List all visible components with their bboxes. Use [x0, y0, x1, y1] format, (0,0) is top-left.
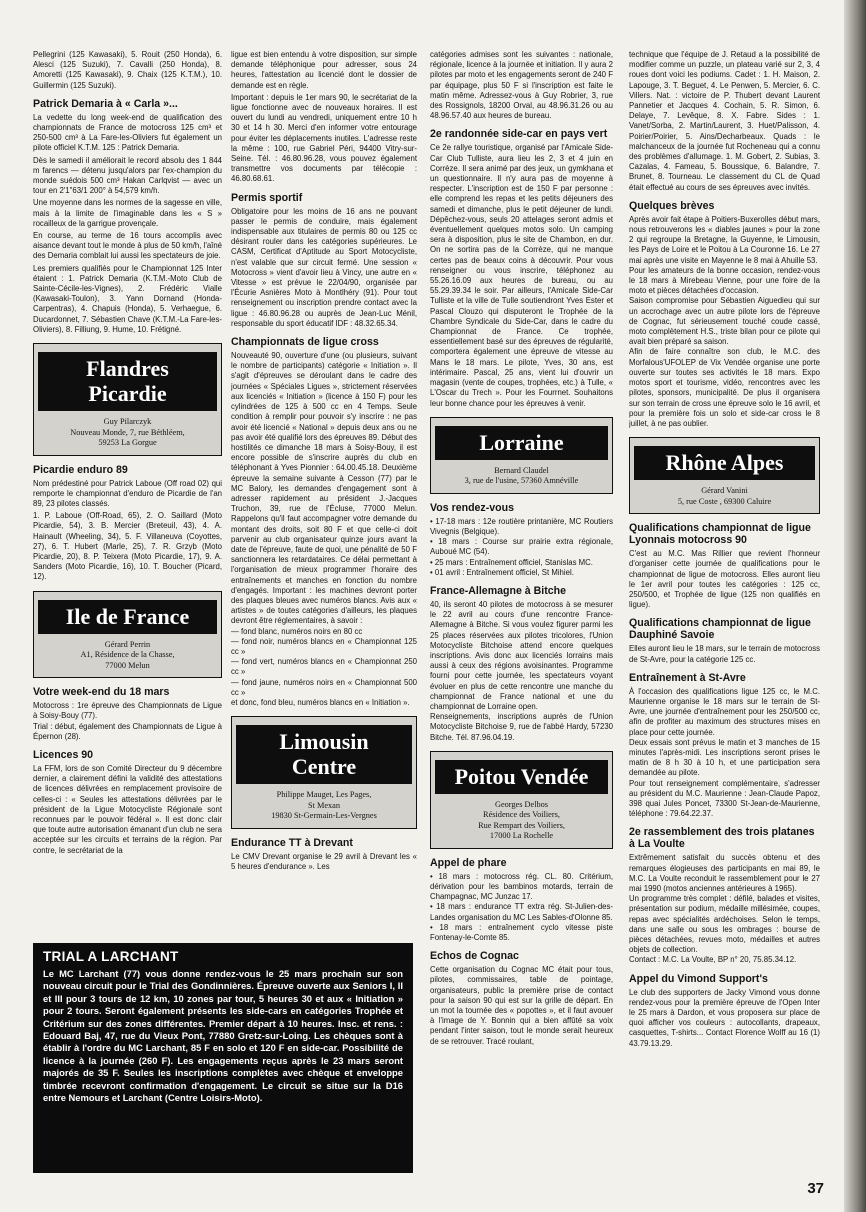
article-paragraph: Obligatoire pour les moins de 16 ans ne pouvant passer le permis de conduire, mais également indispensable aux titulaires de permis 80 ou 125 cc désirant rouler dans les catégories supérieures. Le CASM, Certificat d'Aptitude au Sport Motocycliste, n'est valable que sur circuit fermé. Une session « Motocross » vient d'avoir lieu à Vincy, une autre en « Vitesse » est prévue le 22/04/90, organisée par l'Écurie Asnières Moto à Montlhéry (91). Pour tout renseignement ou inscription prendre contact avec la ligue : 46.80.96.28 ou auprès de Jean-Luc Ménil, responsable du sport éducatif IDF : 48.32.65.34. [231, 206, 417, 328]
region-contact-card [430, 751, 613, 849]
region-name: Limousin [279, 729, 369, 755]
article-heading: Appel de phare [430, 856, 507, 869]
region-correspondent-address: Bernard Claudel 3, rue de l'usine, 57360 Amnéville [464, 465, 579, 486]
article-paragraph: Une moyenne dans les normes de la sagesse en ville, mais à la limite de l'imaginable dans les « S » rocailleux de la garrigue provençale. [33, 198, 222, 228]
article-paragraph: La vedette du long week-end de qualification des championnats de France de motocross 125 cm³ et 250-500 cm³ à La Fare-les-Oliviers fut également un pilote officiel K.T.M. 125 : Patrick Demaria. [33, 112, 222, 153]
region-title-bar [435, 760, 608, 794]
article-paragraph: Après avoir fait étape à Poitiers-Buxerolles début mars, nous retrouverons les « diables jaunes » pour la zone 2 qui regroupe la Bretagne, la Guyenne, le Limousin, les Pays de Loire et le Poitou à La Couronne 16. Le 27 mai après une visite en Mayenne le 8 mai à Ahuille 53. Pour les amateurs de la bonne occasion, rendez-vous le 18 mars à Mirebeau Vienne, pour une foire de la moto et pièces détachées d'occasion. Saison compromise pour Sébastien Aiguedieu qui sur un accrochage avec un autre pilote lors de l'épreuve de Cognac, fut sérieusement touché coude cassé, moto complètement H.S., triste bilan pour ce pilote qui avait bien préparé sa saison. Afin de faire connaître son club, le M.C. des Morfalous'UFOLEP de Vix Vendée organise une porte ouverte sur toutes ses activités le 18 mars. Expo motos sport et tourisme, vidéo, rencontres avec les pilotes, sponsors, municipalité. De plus il organisera sur son terrain de cross une épreuve solo le 16 avril, et pour la première fois un solo et side-car cross le 8 juillet, à ne pas oublier. [629, 214, 820, 428]
article-paragraph: 40, ils seront 40 pilotes de motocross à se mesurer le 22 avril au cours d'une rencontre France-Allemagne à Bitche. Si vous voulez figurer parmi les 25 places réservées aux pilotes tricolores, l'Union Motocycliste Bitchoise attend encore quelques inscriptions. Avis donc aux licenciés lorrains mais aussi à ceux des régions avoisinantes. Programme fourni pour cette journée, les spectateurs voyant évoluer en plus de cette rencontre une manche du championnat de France national et une du championnat de Lorraine open. Renseignements, inscriptions auprès de l'Union Motocycliste Bitchoise 9, rue de l'abbé Hardy, 57230 Bitche. Tél. 87.96.04.19. [430, 599, 613, 742]
region-box [33, 591, 222, 679]
article-heading: Licences 90 [33, 748, 94, 761]
article-heading: Appel du Vimond Support's [629, 972, 768, 985]
region-title-bar [38, 352, 217, 411]
region-contact-card [33, 591, 222, 679]
column-1 [33, 50, 222, 940]
region-title-bar [38, 600, 217, 634]
region-box [430, 417, 613, 494]
article-paragraph: catégories admises sont les suivantes : nationale, régionale, licence à la journée et initiation. Il y aura 2 pilotes par moto et les engagements seront de 240 F par équipage, plus 50 F si l'inscription est faite le matin même. Adressez-vous à Guy Robrier, 3, rue des Rossignols, 18200 Orval, au 48.96.31.26 ou au 48.96.57.40 aux heures de bureau. [430, 50, 613, 121]
trial-larchant-box [33, 943, 413, 1173]
column-4 [629, 50, 820, 1200]
article-paragraph: En course, au terme de 16 tours accomplis avec aisance devant tout le monde à plus de 50 km/h, l'aîné des Demaria comblait lui aussi les spectateurs de joie. [33, 231, 222, 261]
article-paragraph: Dès le samedi il améliorait le record absolu des 1 844 m farencs — détenu jusqu'alors par l'ex-champion du monde suédois 500 cm³ Hakan Carlqvist — avec un tour en 2'1"63/1 200° à 54,579 km/h. [33, 155, 222, 196]
article-paragraph: Nom prédestiné pour Patrick Laboue (Off road 02) qui remporte le championnat d'enduro de Picardie de l'an 89, 23 pilotes classés. [33, 478, 222, 508]
article-paragraph: technique que l'équipe de J. Retaud a la possibilité de modifier comme un puzzle, un plateau varié sur 2, 3, 4 roues dont voici les podiums. Cadet : 1. H. Maison, 2. Lapouge, 3. T. Beguet, 4. Le Penwen, 5. Mercier, 6. C. Villers. Nat. : victoire de P. Thubert devant Laurent Pannetier et Jacques 4. Cochain, 5. R. Simon, 6. Delaye, 7. Levêque, 8. X. Fabre. Sides : 1. Vanet/Sorba, 2. Martin/Laurent, 3. Huet/Palisson, 4. Poirier/Poirier, 5. Ains/Decharbeaux. Quads : le malchanceux de la journée fut Rocheneau qui a connu des problèmes d'allumage. 1. M. Gobert, 2. Subias, 3. Cazalas, 4. Fameau, 5. Boussique, 6. Balandre, 7. Brunet, 8. Tourneau. Le classement du CL de Quad était effectué au cours de ses épreuves avec invités. [629, 50, 820, 192]
region-name: Flandres [86, 356, 169, 382]
region-contact-card [33, 343, 222, 456]
article-heading: France-Allemagne à Bitche [430, 584, 566, 597]
article-heading: Picardie enduro 89 [33, 463, 128, 476]
article-paragraph: Nouveauté 90, ouverture d'une (ou plusieurs, suivant le nombre de participants) catégorie « Initiation ». Il s'agit d'épreuves se déroulant dans le cadre des journées « Spéciales Ligues », strictement réservées aux licenciés « Initiation » (licence à 150 F) pour les cylindrées de 125 à 500 cc en 4 Temps. Seule condition à remplir pour pouvoir s'y inscrire : ne pas avoir été licencié « National » depuis deux ans ou ne pas avoir été qualifié lors des épreuves 89. Début des hostilités ce dimanche 18 mars à Soisy-Bouy, il est encore possible de s'inscrire auprès du club en téléphonant à Yves Pionnier : 64.00.45.18. Deuxième épreuve la semaine suivante à Cesson (77) par le MC Balory, les demandes d'engagement sont à adresser rapidement au président J.-Jacques Truchon, 39, rue de l'Écluse, 77000 Melun. Rappelons qu'il faut accompagner votre demande du montant des droits, soit 80 F et que celle-ci doit parvenir au club organisateur quinze jours avant la date de l'épreuve, faute de quoi, une pénalité de 50 F sanctionnera les retardataires. Ce délai permettant à l'organisation de mieux programmer l'horaire des entraînements et manches en fonction du nombre d'engagés. Important : les machines devront porter des plaques bleues avec numéros blancs. Avis aux « artistes » de toutes catégories d'ailleurs, les plaques devront être réglementaires, à savoir : — fond blanc, numéros noirs en 80 cc — fond noir, numéros blancs en « Championnat 125 cc » — fond vert, numéros blancs en « Championnat 250 cc » — fond jaune, numéros noirs en « Championnat 500 cc » et donc, fond bleu, numéros blancs en « Initiation ». [231, 351, 417, 707]
region-correspondent-address: Georges Delbos Résidence des Voiliers, Rue Rempart des Voiliers, 17000 La Rochelle [478, 799, 565, 841]
column-3 [430, 50, 613, 1200]
region-name: Picardie [88, 381, 167, 407]
article-paragraph: • 17-18 mars : 12e routière printanière, MC Routiers Vivegnis (Belgique). • 18 mars : Course sur prairie extra régionale, Auboué MC (54). • 25 mars : Entraînement officiel, Stanislas MC. • 01 avril : Entraînement officiel, St Mihiel. [430, 516, 613, 577]
article-heading: 2e randonnée side-car en pays vert [430, 128, 608, 141]
article-paragraph: 1. P. Laboue (Off-Road, 65), 2. O. Saillard (Moto Picardie, 54), 3. B. Mercier (Breteuil, 43), 4. A. Hainault (Wheeling, 34), 5. F. Villaneuva (Coyottes, 27), 6. T. Hubert (Marle, 25), 7. R. Grzyb (Moto Picardie, 20), 8. P. Teixera (Moto Picardie, 17), 9. A. Sanders (Moto Picardie, 16), 10. T. Boucher (Picard, 12). [33, 511, 222, 582]
trial-title: TRIAL A LARCHANT [43, 949, 179, 964]
region-name: Lorraine [479, 429, 564, 455]
region-title-bar [634, 446, 815, 480]
region-title-bar [435, 426, 608, 460]
region-contact-card [629, 437, 820, 514]
article-paragraph: Le CMV Drevant organise le 29 avril à Drevant les « 5 heures d'endurance ». Les [231, 851, 417, 871]
article-paragraph: La FFM, lors de son Comité Directeur du 9 décembre dernier, a clairement défini la validité des attestations de licences délivrées en remplacement provisoire de celles-ci : « Seules les attestations délivrées par le président de la Ligue Motocycliste Régionale sont reconnues par le pouvoir fédéral ». Il est donc clair que toute autre autorisation émanant d'un club ne sera acceptée sur les circuits et terrains de la région. Par contre, le secrétariat de la [33, 763, 222, 855]
article-heading: Echos de Cognac [430, 950, 519, 963]
article-paragraph: • 18 mars : motocross rég. CL. 80. Critérium, dérivation pour les bambinos motards, terrain de Champagnac, MC Junzac 17. • 18 mars : endurance TT extra rég. St-Julien-des-Landes organisation du MC Les Sables-d'Olonne 85. • 18 mars : entraînement cyclo vitesse piste Fontenay-le-Comte 85. [430, 871, 613, 942]
article-paragraph: Pellegrini (125 Kawasaki), 5. Rouit (250 Honda), 6. Alesci (125 Suzuki), 7. Cavalli (250 Honda), 8. Amoretti (125 Kawasaki), 9. Chaix (125 K.T.M.), 10. Guillermin (125 Suzuki). [33, 50, 222, 90]
article-paragraph: Important : depuis le 1er mars 90, le secrétariat de la ligue fonctionne avec de nouveaux horaires. Il est ouvert du lundi au vendredi, uniquement entre 10 h 30 et 14 h 30. Merci d'en informer votre entourage pour éviter les déplacements inutiles. L'adresse reste la même : 100, rue Gabriel Péri, 94400 Vitry-sur-Seine. Tél. : 46.80.96.28, vous pouvez également transmettre vos documents par télécopie : 46.80.68.61. [231, 92, 417, 184]
article-heading: Votre week-end du 18 mars [33, 686, 170, 699]
article-heading: Qualifications championnat de ligue Lyonnais motocross 90 [629, 522, 811, 547]
article-heading: 2e rassemblement des trois platanes à La Voulte [629, 826, 815, 851]
region-correspondent-address: Gérard Perrin A1, Résidence de la Chasse, 77000 Melun [80, 639, 175, 670]
article-paragraph: Extrêmement satisfait du succès obtenu et des remarques élogieuses des participants en mai 89, le M.C. La Voulte reconduit le rassemblement pour le 27 mai 1990 (motos anciennes antérieures à 1965). Un programme très complet : défilé, balades et visites, présentation sur podium, médaille millésimée, coupes, repas avec spécialités ardéchoises. Selon le temps, dans une salle ou sous les ombrages : bourse de pièces détachées, revues moto, médailles et autres objets de collection. Contact : M.C. La Voulte, BP n° 20, 75.85.34.12. [629, 853, 820, 965]
region-title-bar [236, 725, 412, 784]
region-correspondent-address: Gérard Vanini 5, rue Coste , 69300 Caluire [677, 486, 772, 506]
article-paragraph: C'est au M.C. Mas Rillier que revient l'honneur d'organiser cette journée de qualifications pour le championnat de ligue de motocross. Elles auront lieu le 1er avril pour toutes les catégories : 125 cc, 250/500, et Trophée de ligue (125 non qualifiés en ligue). [629, 549, 820, 610]
page-binding-shadow [844, 0, 866, 1212]
article-paragraph: ligue est bien entendu à votre disposition, sur simple demande téléphonique pour adresser, sous 24 heures, l'attestation au licencié dont le dossier de demande est en règle. [231, 50, 417, 90]
region-contact-card [430, 417, 613, 494]
trial-text: Le MC Larchant (77) vous donne rendez-vous le 25 mars prochain sur son nouveau circuit pour le Trial des Gondinnières. Épreuve ouverte aux Seniors I, II et III pour 3 tours de 12 km, 10 zones par tour, 5 heures 30 et aux « Initiation » pour 2 tours. Seront également présents les side-cars en catégories Trophée et Critérium sur des zones différentes. Premier départ à 10 heures. Insc. et rens. : Edouard Baj, 47, rue du Vieux Pont, 77880 Gretz-sur-Loing. Les chèques sont à établir à l'ordre du MC Larchant, 85 F en solo et 120 F en side-car. Possibilité de licence à la journée (260 F). Les engagements reçus après le 23 mars seront majorés de 35 F. Seules les inscriptions complètes avec chèque et enveloppe timbrée recevront confirmation d'engagement. Le circuit se situe sur la D16 entre Nemours et Larchant (Centre Loisirs-Moto). [43, 968, 403, 1104]
article-paragraph: À l'occasion des qualifications ligue 125 cc, le M.C. Maurienne organise le 18 mars sur le terrain de St-Avre, une journée d'entraînement pour les 250/500 cc, afin de profiter au maximum des structures mises en place pour cette journée. Deux essais sont prévus le matin et 3 manches de 15 minutes l'après-midi. Les inscriptions seront prises le matin de 8 h 30 à 10 h, et une participation sera demandée au pilote. Pour tout renseignement complémentaire, s'adresser au président du M.C. Maurienne : Jean-Claude Papoz, 398 quai Jules Poncet, 73300 St-Jean-de-Maurienne, téléphone : 79.64.22.37. [629, 686, 820, 819]
region-box [430, 751, 613, 849]
article-heading: Endurance TT à Drevant [231, 836, 353, 849]
region-name: Centre [291, 754, 357, 780]
article-paragraph: Cette organisation du Cognac MC était pour tous, pilotes, commissaires, table de pointage, organisateurs, public la première prise de contact pour la saison 90 qui est sur la grille de départ. En un mot la tournée des « popottes », et il faut avouer à l'image de Y. Bonnin qui a bien affûté sa voix pendant l'inter saison, tout le monde serait heureux de se retrouver. Tracé roulant, [430, 965, 613, 1046]
article-paragraph: Les premiers qualifiés pour le Championnat 125 Inter étaient : 1. Patrick Demaria (K.T.M.-Moto Club de Sainte-Cécile-les-Vignes), 2. Frédéric Vialle (Kawasaki-Toulon), 3. Yann Dornand (Honda-Carpentras), 4. Chapuis (Honda), 5. Verhaegue, 6. Ducardonnet, 7. Sébastien Chave (K.T.M.-La Fare-les-Oliviers), 8. Filliung, 9. Hume, 10. Frétigné. [33, 263, 222, 334]
article-paragraph: Ce 2e rallye touristique, organisé par l'Amicale Side-Car Club Tulliste, aura lieu les 2, 3 et 4 juin en Corrèze. Il sera animé par des jeux, un gymkhana et un questionnaire. Il n'y aura pas de moyenne à respecter. L'inscription est de 150 F par personne : elle comprend les repas et les petits déjeuners des samedi et dimanche, plus le petit déjeuner de lundi. Dépêchez-vous, seuls 20 attelages seront admis et éventuellement quelques motos solo. Un camping sera à disposition, plus le site de Chambon, en dur. On ne sortira pas de la Corrèze, qui ne manque certes pas de beaux coins à découvrir. Pour vous renseigner ou vous inscrire, téléphonez au 55.26.16.09 aux heures de bureau, ou au 55.29.39.34 le soir. Par ailleurs, l'Amicale Side-Car Tulliste et la ville de Tulle soutiendront Yves Ester et Pascal Clouzo qui disputeront le Trophée de la Chambre Syndicale du Side-Car, dans le cadre du Championnat de France. Ce trophée, essentiellement basé sur des épreuves de régularité, comportera également une épreuve de vitesse au Mans le 18 mars. Le pilote, Yves, 30 ans, est intérimaire. Pascal, 25 ans, vient lui d'ouvrir un magasin (vente de coupes, trophées, etc.) à Tulle, « L'Oscar du Trech ». Pour les Fourrnet. Souhaitons leur bonne chance pour les épreuves à venir. [430, 143, 613, 408]
article-heading: Permis sportif [231, 191, 303, 204]
article-heading: Vos rendez-vous [430, 501, 514, 514]
article-paragraph: Le club des supporters de Jacky Vimond vous donne rendez-vous pour la première épreuve de l'Open Inter le 25 mars à Dardon, et vous proposera sur place de quoi afficher vos couleurs : autocollants, drapeaux, casquettes, T-shirts... Contact Florence Wolff au 16 (1) 43.79.13.29. [629, 987, 820, 1048]
article-heading: Quelques brèves [629, 199, 715, 212]
article-heading: Championnats de ligue cross [231, 336, 379, 349]
region-name: Poitou Vendée [454, 763, 589, 789]
article-heading: Qualifications championnat de ligue Dauphiné Savoie [629, 617, 811, 642]
region-name: Ile de France [65, 603, 190, 629]
region-correspondent-address: Philippe Mauget, Les Pages, St Mexan 19830 St-Germain-Les-Vergnes [271, 790, 377, 821]
region-name: Rhône Alpes [665, 450, 784, 476]
article-heading: Entraînement à St-Avre [629, 671, 746, 684]
region-box [33, 343, 222, 456]
region-box [629, 437, 820, 514]
region-box [231, 716, 417, 829]
page-number: 37 [807, 1180, 824, 1197]
region-correspondent-address: Guy Pilarczyk Nouveau Monde, 7, rue Béthléem, 59253 La Gorgue [70, 417, 185, 448]
article-paragraph: Elles auront lieu le 18 mars, sur le terrain de motocross de St-Avre, pour la catégorie 125 cc. [629, 644, 820, 664]
article-heading: Patrick Demaria à « Carla »... [33, 97, 178, 110]
article-paragraph: Motocross : 1re épreuve des Championnats de Ligue à Soisy-Bouy (77). Trial : début, également des Championnats de Ligue à Épernon (28). [33, 701, 222, 741]
region-contact-card [231, 716, 417, 829]
column-2 [231, 50, 417, 975]
